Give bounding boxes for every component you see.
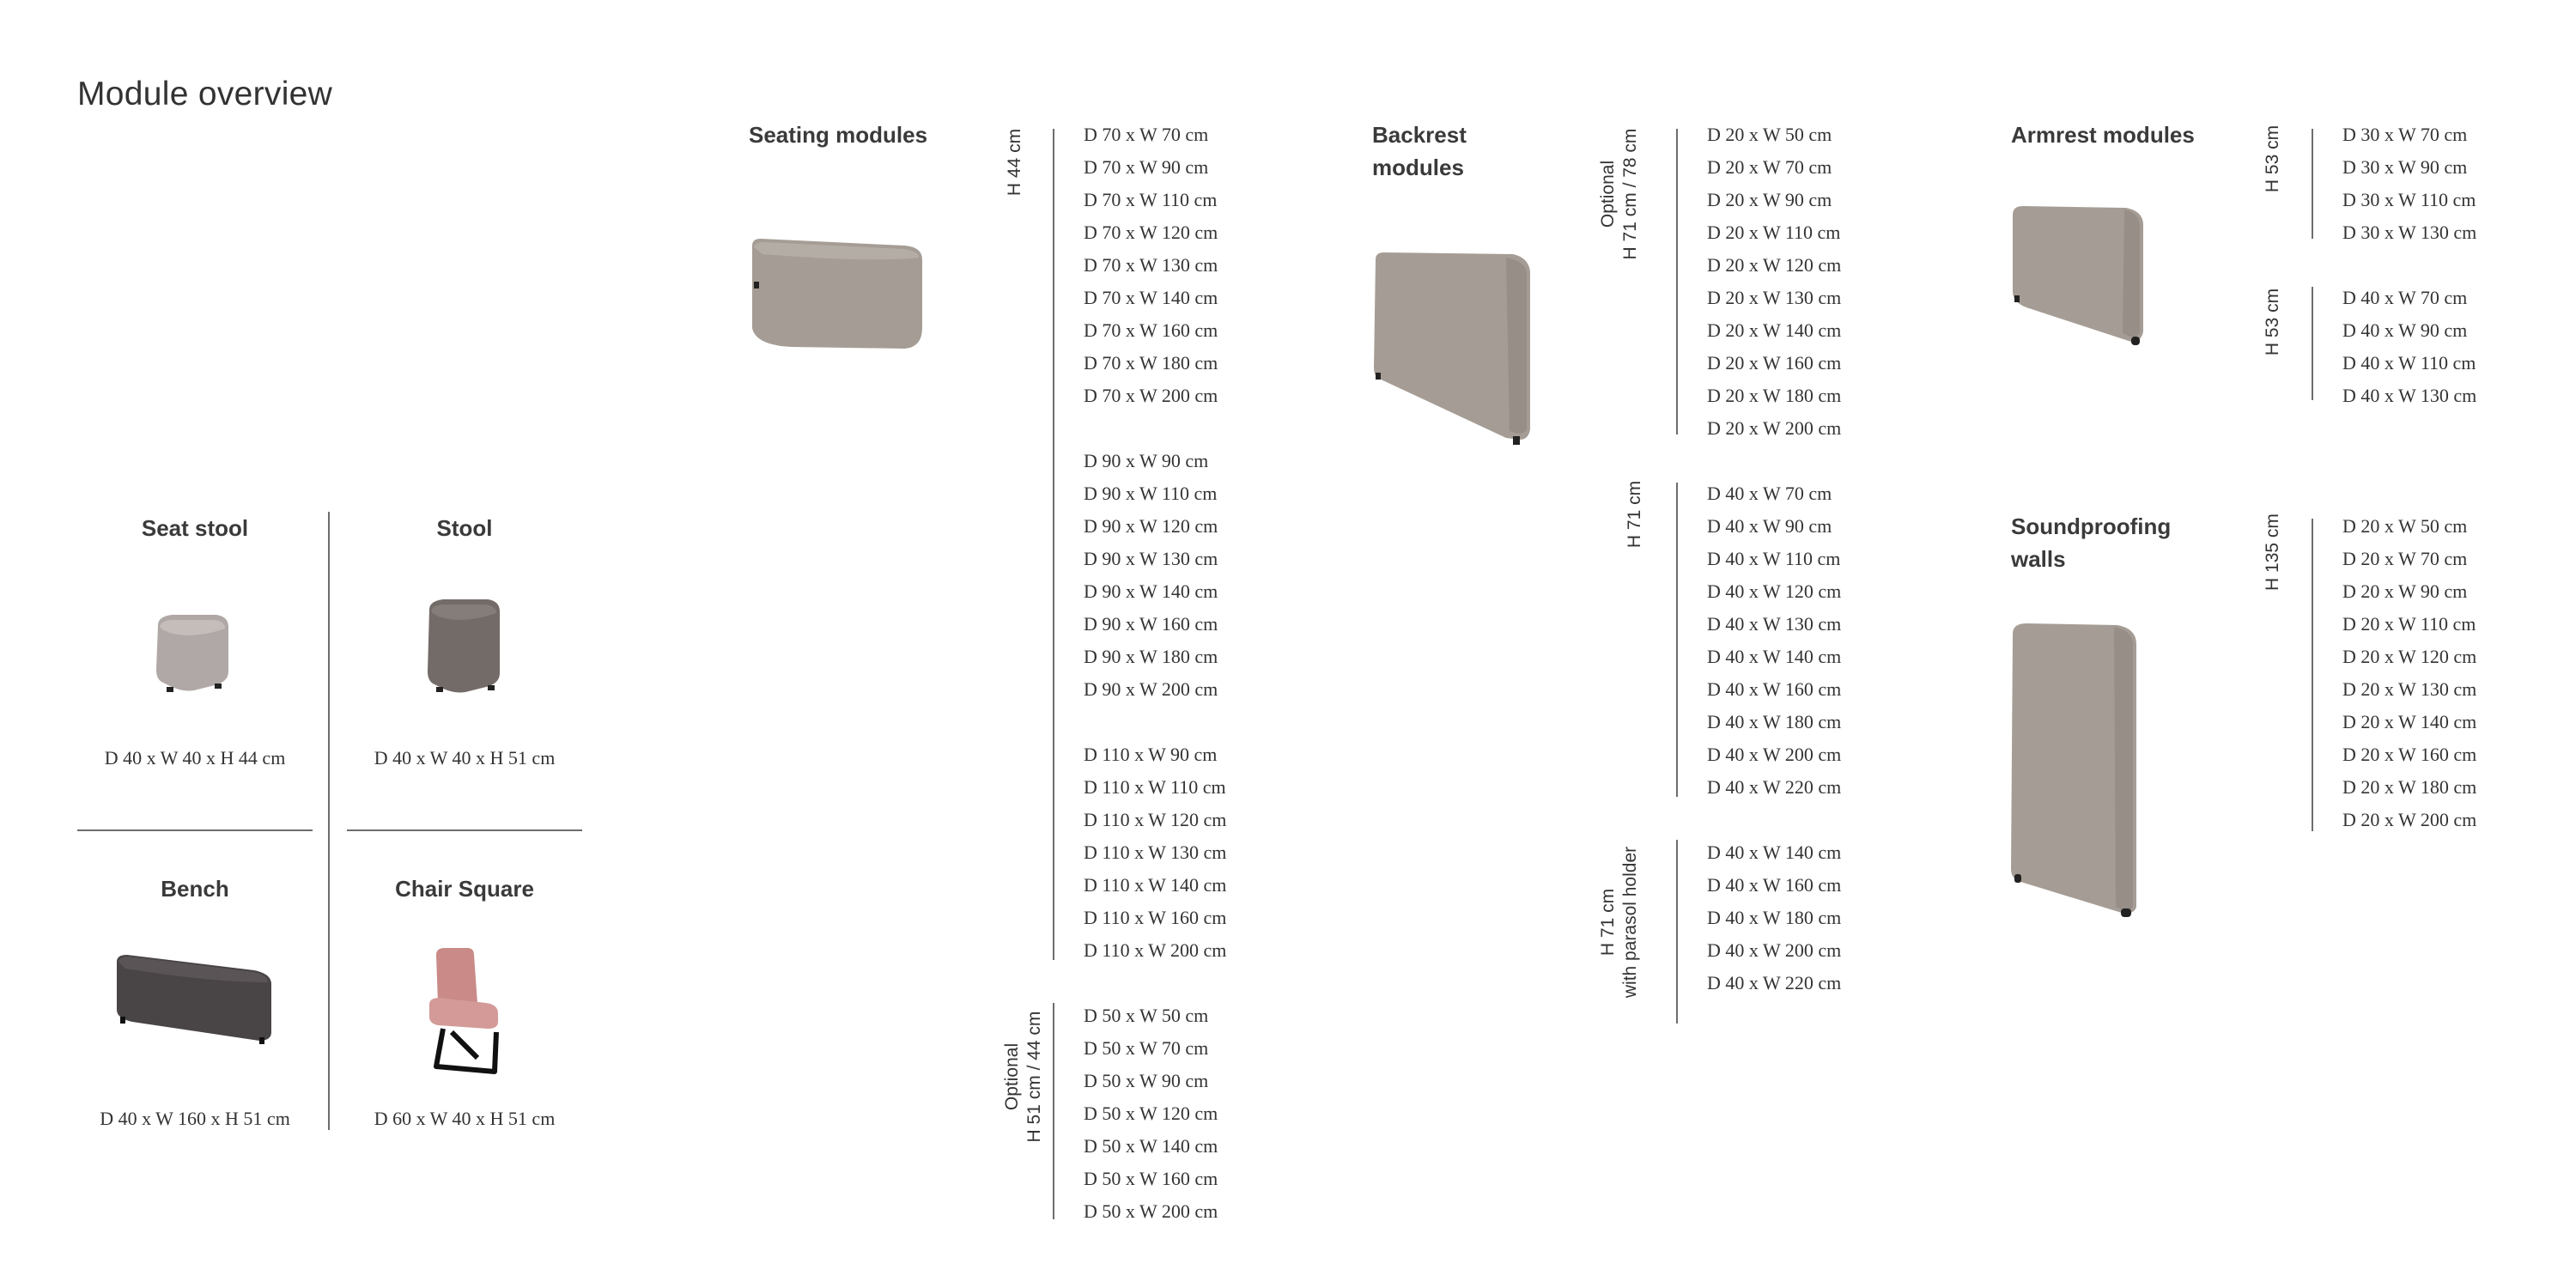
list-item: D 90 x W 120 cm	[1084, 515, 1218, 537]
list-item: D 40 x W 70 cm	[1707, 483, 1832, 504]
seating-optional-label-line2: H 51 cm / 44 cm	[1024, 1011, 1044, 1143]
list-item: D 70 x W 160 cm	[1084, 319, 1218, 341]
seating-module-image	[745, 234, 931, 355]
armrest-d30-list	[2342, 118, 2476, 249]
bench-dims: D 40 x W 160 x H 51 cm	[100, 1108, 290, 1129]
list-item: D 70 x W 130 cm	[1084, 254, 1218, 276]
bench-title: Bench	[161, 876, 229, 902]
list-item: D 110 x W 130 cm	[1084, 841, 1227, 863]
list-item: D 70 x W 110 cm	[1084, 189, 1218, 210]
backrest-optional-label-line1: Optional	[1598, 160, 1618, 228]
soundproofing-wall-image	[2006, 620, 2145, 920]
soundproofing-title-line1: Soundproofing	[2011, 513, 2172, 539]
backrest-modules-title	[1372, 118, 1467, 184]
chair-square-image	[417, 946, 512, 1077]
list-item: D 20 x W 200 cm	[2342, 809, 2477, 830]
seat-stool-image	[146, 610, 240, 696]
list-item: D 20 x W 70 cm	[2342, 548, 2468, 569]
list-item: D 30 x W 70 cm	[2342, 124, 2468, 145]
list-item: D 50 x W 160 cm	[1084, 1168, 1218, 1189]
list-item: D 50 x W 70 cm	[1084, 1037, 1209, 1059]
list-item: D 20 x W 180 cm	[1707, 385, 1842, 406]
backrest-parasol-list	[1707, 836, 1841, 999]
soundproofing-walls-title	[2011, 510, 2171, 575]
list-item: D 50 x W 90 cm	[1084, 1070, 1209, 1091]
soundproofing-h135-label: H 135 cm	[2263, 513, 2282, 591]
list-item: D 20 x W 90 cm	[2342, 580, 2468, 602]
seating-group2-line	[1053, 1003, 1054, 1219]
list-item: D 20 x W 160 cm	[1707, 352, 1842, 374]
list-item: D 40 x W 140 cm	[1707, 841, 1842, 863]
list-item: D 40 x W 110 cm	[1707, 548, 1841, 569]
list-item: D 50 x W 50 cm	[1084, 1005, 1209, 1026]
backrest-optional-label-line2: H 71 cm / 78 cm	[1620, 128, 1640, 260]
list-item: D 70 x W 90 cm	[1084, 156, 1209, 178]
list-item: D 40 x W 180 cm	[1707, 711, 1842, 732]
list-item: D 90 x W 160 cm	[1084, 613, 1218, 635]
list-item: D 20 x W 120 cm	[2342, 646, 2477, 667]
list-item: D 40 x W 160 cm	[1707, 678, 1842, 700]
list-item: D 40 x W 110 cm	[2342, 352, 2476, 374]
list-item: D 90 x W 140 cm	[1084, 580, 1218, 602]
backrest-parasol-label	[1597, 828, 1642, 1017]
list-item: D 40 x W 140 cm	[1707, 646, 1842, 667]
list-item: D 90 x W 90 cm	[1084, 450, 1209, 471]
grid-divider-horizontal-left	[77, 829, 313, 831]
list-item: D 30 x W 130 cm	[2342, 222, 2477, 243]
list-item: D 20 x W 140 cm	[2342, 711, 2477, 732]
list-item: D 40 x W 160 cm	[1707, 874, 1842, 896]
seating-d50-list	[1084, 999, 1218, 1228]
soundproofing-title-line2: walls	[2011, 546, 2066, 572]
list-item: D 90 x W 180 cm	[1084, 646, 1218, 667]
list-item: D 90 x W 110 cm	[1084, 483, 1218, 504]
stool-title: Stool	[436, 515, 493, 541]
list-item: D 70 x W 200 cm	[1084, 385, 1218, 406]
list-item: D 110 x W 120 cm	[1084, 809, 1227, 830]
list-item: D 20 x W 50 cm	[1707, 124, 1832, 145]
list-item: D 50 x W 140 cm	[1084, 1135, 1218, 1157]
backrest-optional-label	[1597, 110, 1642, 278]
seating-d90-list	[1084, 445, 1218, 706]
list-item: D 20 x W 140 cm	[1707, 319, 1842, 341]
list-item: D 40 x W 90 cm	[2342, 319, 2468, 341]
backrest-parasol-label-line1: H 71 cm	[1598, 888, 1618, 957]
list-item: D 20 x W 70 cm	[1707, 156, 1832, 178]
list-item: D 20 x W 110 cm	[2342, 613, 2476, 635]
list-item: D 40 x W 200 cm	[1707, 939, 1842, 961]
list-item: D 40 x W 200 cm	[1707, 744, 1842, 765]
armrest-h53-label-2: H 53 cm	[2263, 288, 2282, 356]
list-item: D 30 x W 110 cm	[2342, 189, 2476, 210]
chair-square-title: Chair Square	[395, 876, 534, 902]
list-item: D 50 x W 200 cm	[1084, 1200, 1218, 1222]
seating-height-label: H 44 cm	[1005, 128, 1024, 197]
seat-stool-title: Seat stool	[141, 515, 249, 541]
list-item: D 70 x W 140 cm	[1084, 287, 1218, 308]
list-item: D 40 x W 180 cm	[1707, 907, 1842, 928]
list-item: D 110 x W 110 cm	[1084, 776, 1226, 798]
list-item: D 20 x W 160 cm	[2342, 744, 2477, 765]
backrest-title-line1: Backrest	[1372, 122, 1467, 148]
list-item: D 20 x W 180 cm	[2342, 776, 2477, 798]
backrest-title-line2: modules	[1372, 155, 1464, 180]
stool-image	[417, 596, 512, 697]
list-item: D 40 x W 220 cm	[1707, 776, 1842, 798]
list-item: D 70 x W 120 cm	[1084, 222, 1218, 243]
list-item: D 40 x W 130 cm	[2342, 385, 2477, 406]
backrest-group1-line	[1676, 129, 1678, 434]
list-item: D 40 x W 90 cm	[1707, 515, 1832, 537]
seating-optional-label-line1: Optional	[1002, 1042, 1022, 1111]
list-item: D 90 x W 200 cm	[1084, 678, 1218, 700]
list-item: D 110 x W 90 cm	[1084, 744, 1218, 765]
page-title: Module overview	[77, 76, 333, 112]
soundproofing-group1-line	[2312, 519, 2313, 831]
list-item: D 20 x W 200 cm	[1707, 417, 1842, 439]
armrest-d40-list	[2342, 282, 2476, 412]
bench-image	[108, 950, 280, 1053]
grid-divider-horizontal-right	[347, 829, 582, 831]
list-item: D 90 x W 130 cm	[1084, 548, 1218, 569]
backrest-h71-label: H 71 cm	[1625, 480, 1644, 549]
seating-modules-title: Seating modules	[749, 122, 928, 148]
armrest-modules-title: Armrest modules	[2011, 122, 2195, 148]
list-item: D 40 x W 220 cm	[1707, 972, 1842, 993]
armrest-h53-label-1: H 53 cm	[2263, 125, 2282, 193]
seating-optional-label	[1001, 982, 1046, 1171]
stool-dims: D 40 x W 40 x H 51 cm	[374, 747, 556, 769]
list-item: D 110 x W 200 cm	[1084, 939, 1227, 961]
armrest-group1-line	[2312, 129, 2313, 239]
soundproofing-d20-list	[2342, 510, 2476, 836]
list-item: D 70 x W 70 cm	[1084, 124, 1209, 145]
seating-d70-list	[1084, 118, 1218, 412]
list-item: D 20 x W 130 cm	[1707, 287, 1842, 308]
list-item: D 40 x W 70 cm	[2342, 287, 2468, 308]
chair-square-dims: D 60 x W 40 x H 51 cm	[374, 1108, 556, 1129]
seating-d110-list	[1084, 738, 1226, 967]
grid-divider-vertical	[328, 512, 330, 1130]
list-item: D 40 x W 120 cm	[1707, 580, 1842, 602]
list-item: D 20 x W 110 cm	[1707, 222, 1841, 243]
backrest-group3-line	[1676, 840, 1678, 1024]
backrest-d20-list	[1707, 118, 1841, 445]
list-item: D 110 x W 160 cm	[1084, 907, 1227, 928]
backrest-group2-line	[1676, 483, 1678, 797]
armrest-module-image	[2006, 203, 2152, 350]
list-item: D 30 x W 90 cm	[2342, 156, 2468, 178]
backrest-parasol-label-line2: with parasol holder	[1620, 846, 1640, 999]
list-item: D 70 x W 180 cm	[1084, 352, 1218, 374]
list-item: D 20 x W 130 cm	[2342, 678, 2477, 700]
backrest-module-image	[1369, 249, 1537, 450]
list-item: D 20 x W 50 cm	[2342, 515, 2468, 537]
backrest-d40-list	[1707, 477, 1841, 804]
seat-stool-dims: D 40 x W 40 x H 44 cm	[104, 747, 286, 769]
list-item: D 50 x W 120 cm	[1084, 1103, 1218, 1124]
list-item: D 20 x W 120 cm	[1707, 254, 1842, 276]
list-item: D 20 x W 90 cm	[1707, 189, 1832, 210]
list-item: D 110 x W 140 cm	[1084, 874, 1227, 896]
list-item: D 40 x W 130 cm	[1707, 613, 1842, 635]
seating-group1-line	[1053, 129, 1054, 960]
armrest-group2-line	[2312, 287, 2313, 400]
